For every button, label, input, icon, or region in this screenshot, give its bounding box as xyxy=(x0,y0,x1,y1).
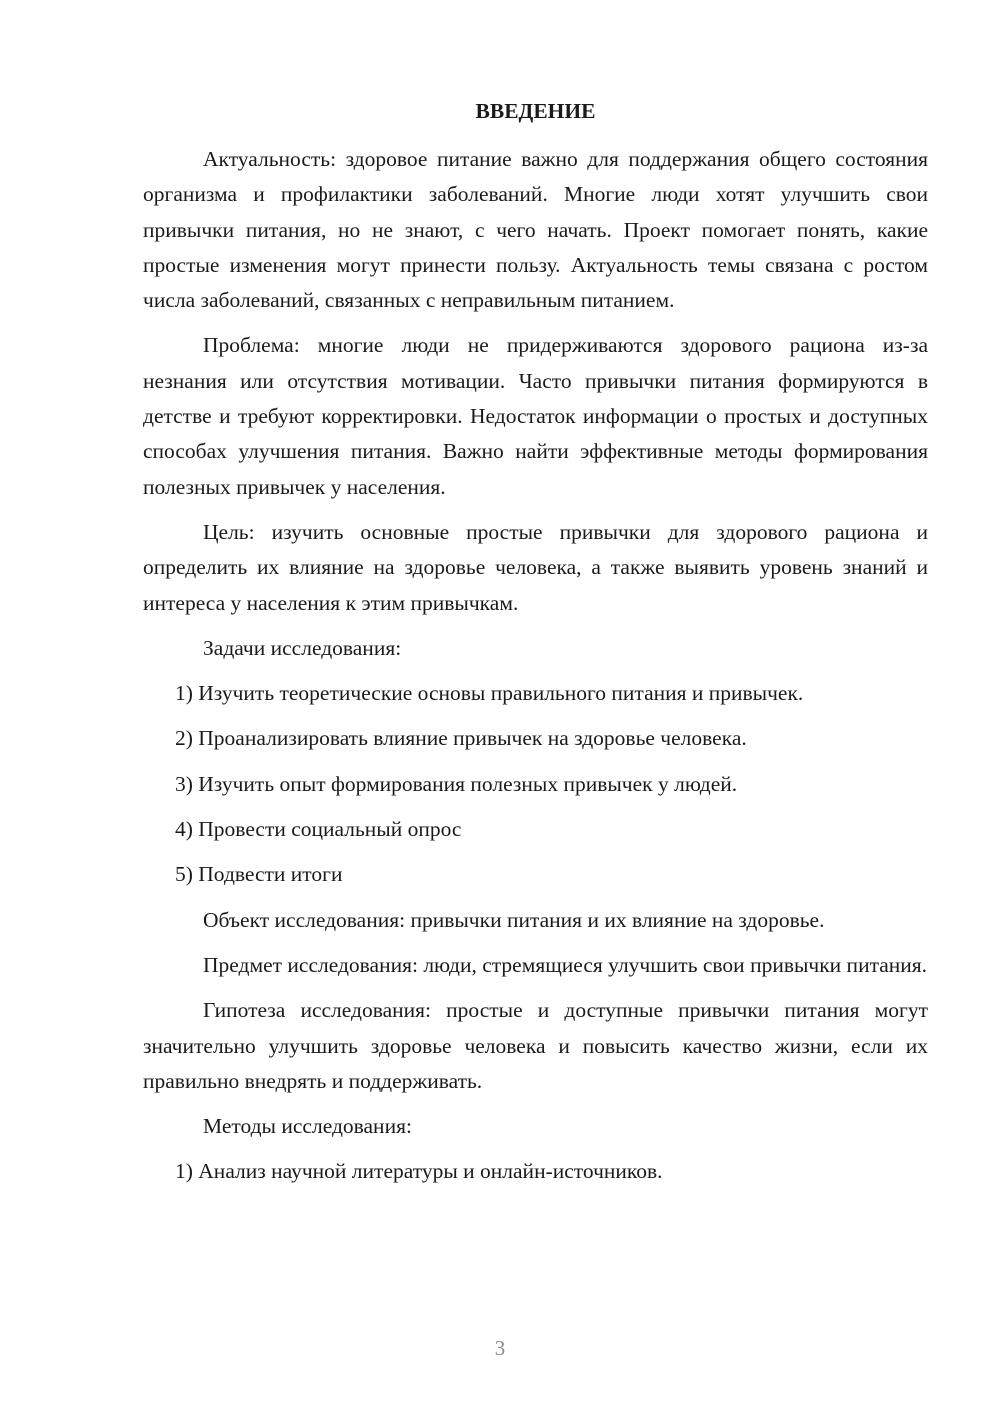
paragraph-goal: Цель: изучить основные простые привычки для здорового рациона и определить их влияние на здоровье человека, а также выявить уровень знаний и интереса у населения к этим привычкам. xyxy=(143,519,928,615)
list-item-task-1: 1) Изучить теоретические основы правильного питания и привычек. xyxy=(175,681,804,706)
page-title: ВВЕДЕНИЕ xyxy=(475,99,596,123)
page-number: 3 xyxy=(494,1336,506,1360)
list-item-task-4: 4) Провести социальный опрос xyxy=(175,817,462,842)
paragraph-object: Объект исследования: привычки питания и их влияние на здоровье. xyxy=(203,907,825,932)
paragraph-problem: Проблема: многие люди не придерживаются здорового рациона из-за незнания или отсутствия мотивации. Часто привычки питания формируются в детстве и требуют корректировки. Недостаток информации о простых и доступных способах улучшения питания. Важно найти эффективные методы формирования полезных привычек у населения. xyxy=(143,333,928,499)
list-item-task-2: 2) Проанализировать влияние привычек на здоровье человека. xyxy=(175,726,747,751)
paragraph-relevance: Актуальность: здоровое питание важно для поддержания общего состояния организма и профилактики заболеваний. Многие люди хотят улучшить свои привычки питания, но не знают, с чего начать. Проект помогает понять, какие простые изменения могут принести пользу. Актуальность темы связана с ростом числа заболеваний, связанных с неправильным питанием. xyxy=(143,147,928,313)
paragraph-hypothesis: Гипотеза исследования: простые и доступные привычки питания могут значительно улучшить здоровье человека и повысить качество жизни, если их правильно внедрять и поддерживать. xyxy=(143,998,928,1093)
paragraph-tasks-heading: Задачи исследования: xyxy=(203,635,402,660)
list-item-method-1: 1) Анализ научной литературы и онлайн-источников. xyxy=(175,1159,663,1184)
paragraph-subject: Предмет исследования: люди, стремящиеся улучшить свои привычки питания. xyxy=(203,952,928,977)
list-item-task-5: 5) Подвести итоги xyxy=(175,862,343,887)
paragraph-methods-heading: Методы исследования: xyxy=(203,1114,412,1139)
document-body xyxy=(143,142,928,1200)
list-item-task-3: 3) Изучить опыт формирования полезных привычек у людей. xyxy=(175,771,738,796)
